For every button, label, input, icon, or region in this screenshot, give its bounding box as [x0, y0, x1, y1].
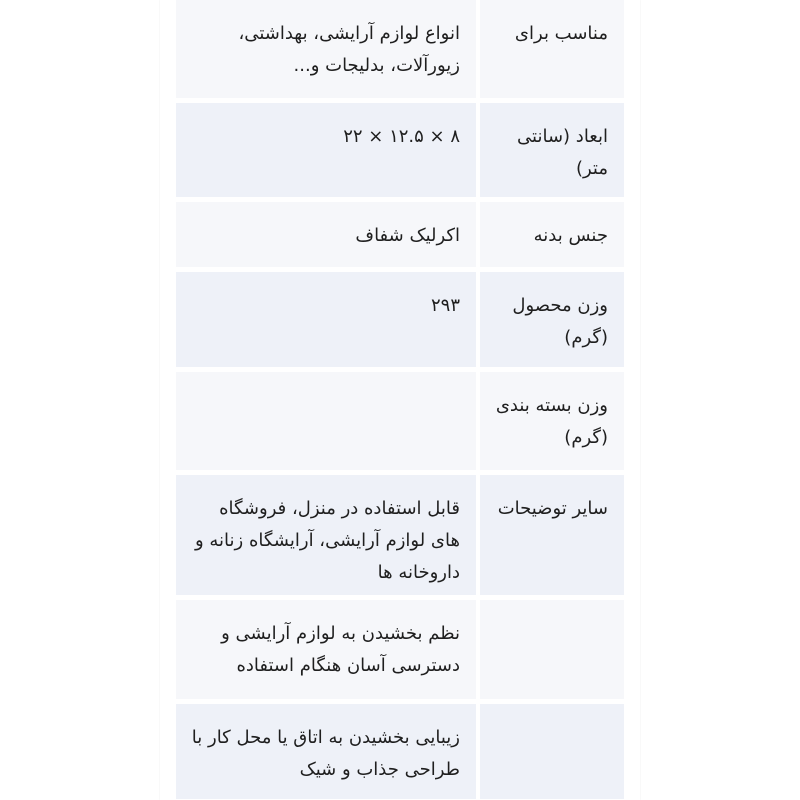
- spec-row-dimensions: [176, 103, 624, 202]
- spec-label: مناسب برای: [480, 0, 624, 98]
- spec-value: زیبایی بخشیدن به اتاق یا محل کار با طراحی جذاب و شیک: [176, 704, 476, 799]
- spec-row-package-weight: [176, 372, 624, 475]
- spec-row-product-weight: [176, 272, 624, 372]
- spec-label: [480, 704, 624, 799]
- spec-value: نظم بخشیدن به لوازم آرایشی و دسترسی آسان هنگام استفاده: [176, 600, 476, 699]
- spec-label: سایر توضیحات: [480, 475, 624, 595]
- spec-label: ابعاد (سانتی متر): [480, 103, 624, 197]
- spec-row-material: [176, 202, 624, 272]
- spec-label: جنس بدنه: [480, 202, 624, 267]
- spec-value: ۲۹۳: [176, 272, 476, 367]
- spec-row-other-notes: [176, 475, 624, 600]
- spec-value: انواع لوازم آرایشی، بهداشتی، زیورآلات، بدلیجات و...: [176, 0, 476, 98]
- spec-row-note-3: [176, 704, 624, 800]
- spec-row-note-2: [176, 600, 624, 704]
- spec-label: وزن محصول (گرم): [480, 272, 624, 367]
- specs-table: [176, 0, 624, 800]
- spec-value: اکرلیک شفاف: [176, 202, 476, 267]
- spec-label: وزن بسته بندی (گرم): [480, 372, 624, 470]
- spec-label: [480, 600, 624, 699]
- spec-value: [176, 372, 476, 470]
- spec-row-suitable-for: [176, 0, 624, 103]
- spec-value: ۸ × ۱۲.۵ × ۲۲: [176, 103, 476, 197]
- spec-value: قابل استفاده در منزل، فروشگاه های لوازم آرایشی، آرایشگاه زنانه و داروخانه ها: [176, 475, 476, 595]
